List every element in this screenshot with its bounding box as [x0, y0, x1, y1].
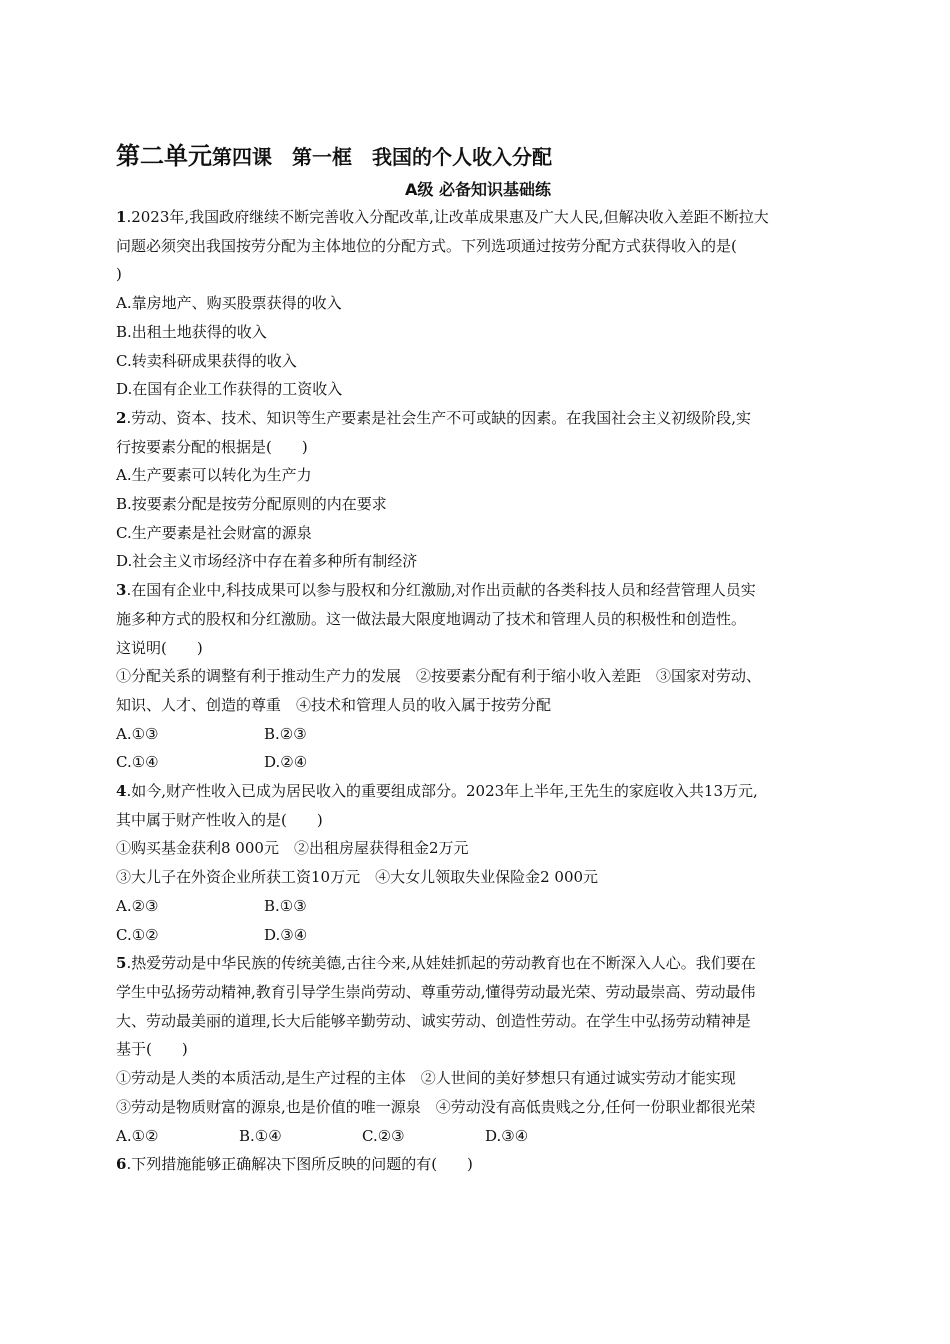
option-b: B.①④ [239, 1126, 282, 1145]
page-title [116, 140, 840, 173]
option-c: C.转卖科研成果获得的收入 [116, 351, 297, 370]
question-stem-line: 5.热爱劳动是中华民族的传统美德,古往今来,从娃娃抓起的劳动教育也在不断深入人心。我们要在 [116, 954, 756, 973]
option-a: A.生产要素可以转化为生产力 [116, 466, 312, 485]
option-a: A.靠房地产、购买股票获得的收入 [116, 294, 342, 313]
option-a: A.①② [116, 1126, 159, 1145]
question-stem-line: 6.下列措施能够正确解决下图所反映的问题的有( ) [116, 1155, 473, 1174]
question-stem-line: 基于( ) [116, 1040, 188, 1059]
question-stem-line: 大、劳动最美丽的道理,长大后能够辛勤劳动、诚实劳动、创造性劳动。在学生中弘扬劳动精神是 [116, 1011, 751, 1030]
option-b: B.①③ [264, 896, 307, 915]
question-5 [116, 949, 840, 1150]
choice-row [116, 1122, 840, 1151]
option-d: D.③④ [485, 1126, 529, 1145]
question-number: 2 [116, 408, 127, 427]
question-2 [116, 404, 840, 576]
title-lesson: 第四课 第一框 我国的个人收入分配 [212, 145, 552, 169]
option-d: D.②④ [264, 753, 308, 772]
option-c: C.②③ [362, 1126, 405, 1145]
option-c: C.①② [116, 925, 159, 944]
question-stem-line: 1.2023年,我国政府继续不断完善收入分配改革,让改革成果惠及广大人民,但解决收入差距不断拉大 [116, 208, 769, 226]
choice-row [116, 748, 840, 777]
question-4 [116, 777, 840, 949]
title-unit: 第二单元 [116, 142, 212, 170]
question-stem-line: ) [116, 265, 122, 284]
option-b: B.出租土地获得的收入 [116, 322, 267, 341]
question-number: 6 [116, 1155, 127, 1174]
question-number: 5 [116, 954, 127, 973]
statement-line: 知识、人才、创造的尊重 ④技术和管理人员的收入属于按劳分配 [116, 695, 552, 714]
question-stem-line: 3.在国有企业中,科技成果可以参与股权和分红激励,对作出贡献的各类科技人员和经营管理人员实 [116, 581, 756, 600]
option-d: D.社会主义市场经济中存在着多种所有制经济 [116, 552, 418, 571]
option-b: B.按要素分配是按劳分配原则的内在要求 [116, 495, 387, 514]
question-stem-line: 行按要素分配的根据是( ) [116, 437, 308, 456]
option-a: A.②③ [116, 896, 159, 915]
question-stem-line: 学生中弘扬劳动精神,教育引导学生崇尚劳动、尊重劳动,懂得劳动最光荣、劳动最崇高、劳动最伟 [116, 982, 756, 1001]
section-heading: A级 必备知识基础练 [405, 180, 551, 199]
statement-line: ①购买基金获利8 000元 ②出租房屋获得租金2万元 [116, 839, 469, 858]
option-b: B.②③ [264, 724, 307, 743]
option-d: D.在国有企业工作获得的工资收入 [116, 380, 343, 399]
question-stem-line: 4.如今,财产性收入已成为居民收入的重要组成部分。2023年上半年,王先生的家庭收入共13万元, [116, 782, 758, 801]
choice-row [116, 720, 840, 749]
option-c: C.①④ [116, 753, 159, 772]
question-stem-line: 这说明( ) [116, 638, 203, 657]
choice-row [116, 892, 840, 921]
worksheet-page [116, 140, 840, 1179]
statement-line: ①劳动是人类的本质活动,是生产过程的主体 ②人世间的美好梦想只有通过诚实劳动才能实现 [116, 1069, 736, 1088]
option-a: A.①③ [116, 724, 159, 743]
option-d: D.③④ [264, 925, 308, 944]
question-3 [116, 576, 840, 777]
question-stem-line: 施多种方式的股权和分红激励。这一做法最大限度地调动了技术和管理人员的积极性和创造性。 [116, 609, 747, 628]
question-stem-line: 其中属于财产性收入的是( ) [116, 810, 323, 829]
statement-line: ③大儿子在外资企业所获工资10万元 ④大女儿领取失业保险金2 000元 [116, 868, 599, 887]
statement-line: ①分配关系的调整有利于推动生产力的发展 ②按要素分配有利于缩小收入差距 ③国家对劳动、 [116, 667, 762, 686]
choice-row [116, 921, 840, 950]
question-number: 4 [116, 782, 127, 801]
question-1 [116, 203, 840, 404]
question-stem-line: 问题必须突出我国按劳分配为主体地位的分配方式。下列选项通过按劳分配方式获得收入的是( [116, 236, 737, 255]
option-c: C.生产要素是社会财富的源泉 [116, 523, 312, 542]
question-number: 1 [116, 208, 127, 226]
question-6 [116, 1150, 840, 1179]
question-number: 3 [116, 581, 127, 600]
statement-line: ③劳动是物质财富的源泉,也是价值的唯一源泉 ④劳动没有高低贵贱之分,任何一份职业都很光荣 [116, 1097, 756, 1116]
question-stem-line: 2.劳动、资本、技术、知识等生产要素是社会生产不可或缺的因素。在我国社会主义初级阶段,实 [116, 408, 751, 427]
